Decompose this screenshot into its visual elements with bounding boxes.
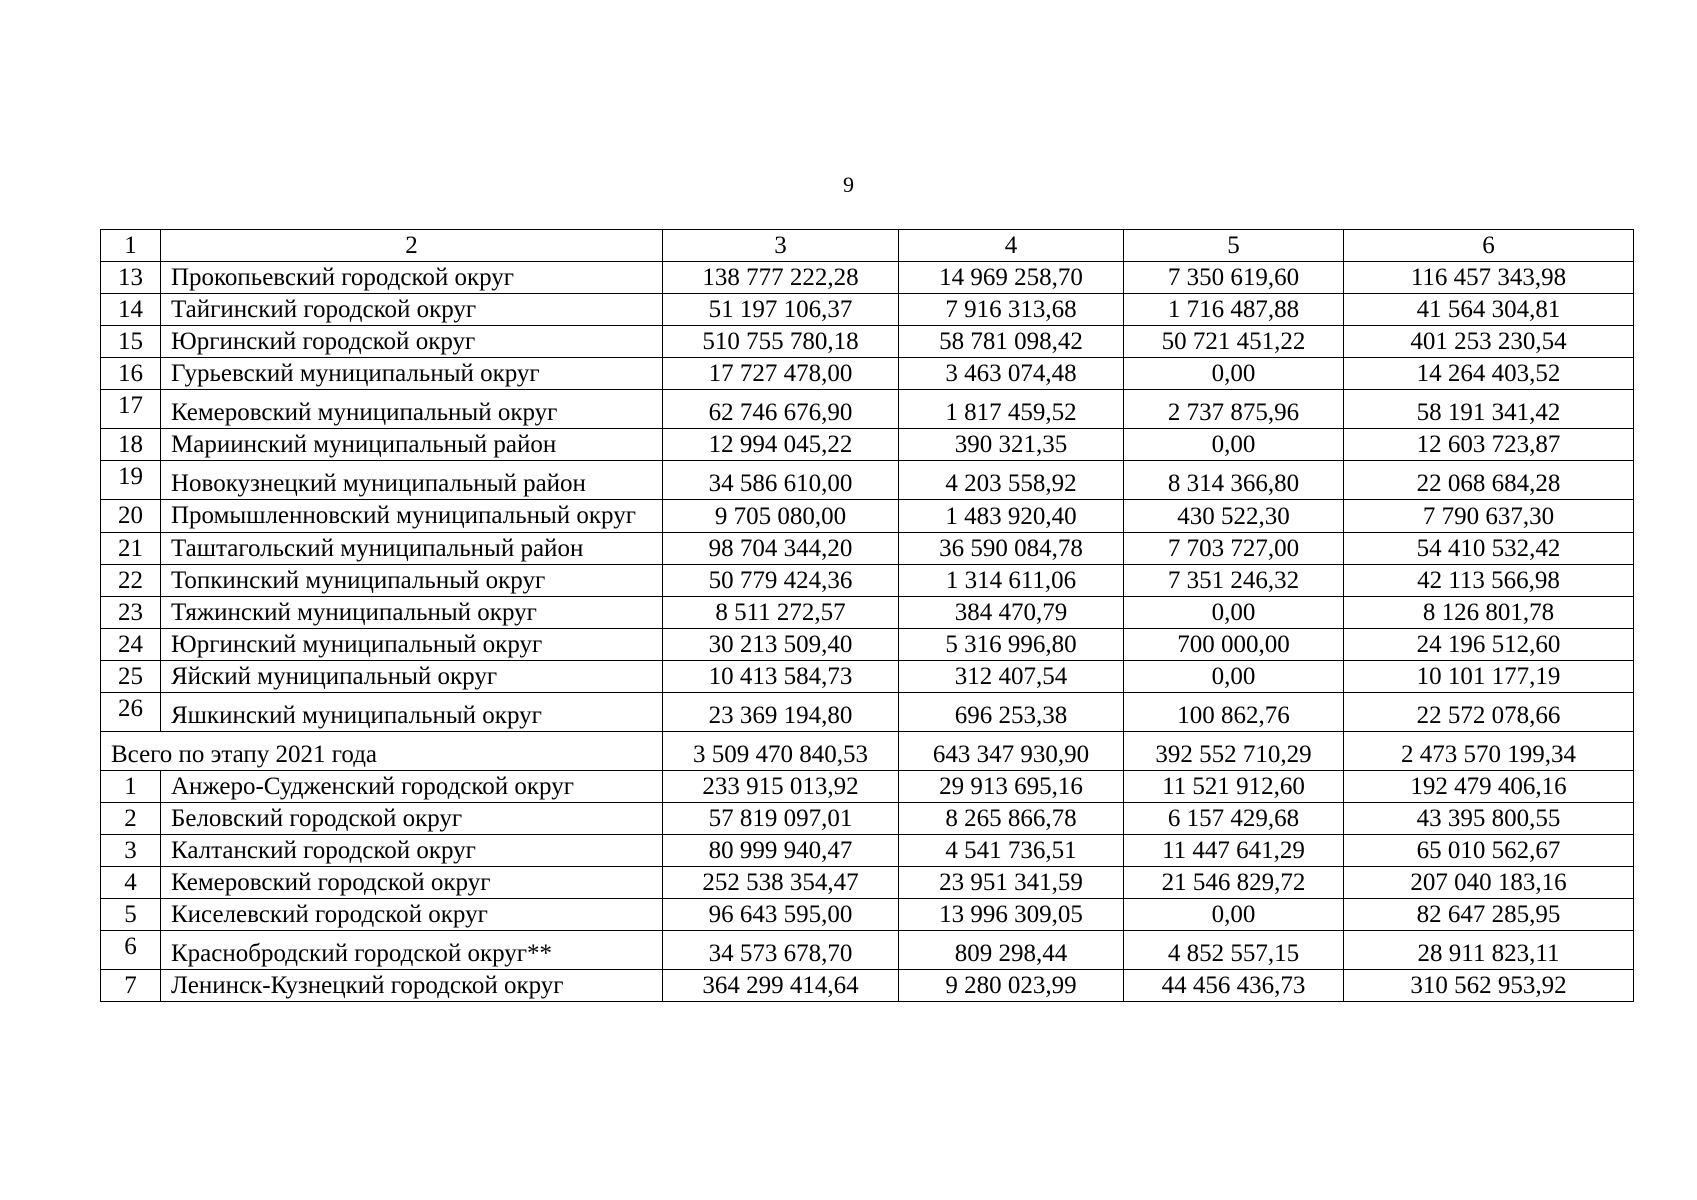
value-col-5: 7 351 246,32 (1124, 565, 1344, 597)
table-row (101, 565, 1634, 597)
value-col-5: 4 852 557,15 (1124, 931, 1344, 970)
municipality-name: Юргинский городской округ (161, 326, 663, 358)
value-col-4: 696 253,38 (899, 693, 1124, 732)
table-row (101, 970, 1634, 1002)
header-cell: 1 (101, 230, 161, 262)
value-col-4: 5 316 996,80 (899, 629, 1124, 661)
value-col-5: 0,00 (1124, 661, 1344, 693)
value-col-6: 10 101 177,19 (1344, 661, 1634, 693)
municipality-name: Гурьевский муниципальный округ (161, 358, 663, 390)
table-row (101, 899, 1634, 931)
value-col-6: 401 253 230,54 (1344, 326, 1634, 358)
value-col-5: 6 157 429,68 (1124, 803, 1344, 835)
value-col-3: 10 413 584,73 (663, 661, 899, 693)
municipality-name: Кемеровский городской округ (161, 867, 663, 899)
municipality-name: Яйский муниципальный округ (161, 661, 663, 693)
value-col-5: 11 521 912,60 (1124, 771, 1344, 803)
table-row (101, 693, 1634, 732)
table-row (101, 835, 1634, 867)
row-number: 2 (101, 803, 161, 835)
value-col-4: 14 969 258,70 (899, 262, 1124, 294)
table-row (101, 390, 1634, 429)
value-col-5: 0,00 (1124, 597, 1344, 629)
total-value-c3: 3 509 470 840,53 (663, 732, 899, 771)
municipality-name: Тяжинский муниципальный округ (161, 597, 663, 629)
value-col-6: 22 068 684,28 (1344, 461, 1634, 500)
table-row (101, 429, 1634, 461)
total-value-c4: 643 347 930,90 (899, 732, 1124, 771)
value-col-5: 8 314 366,80 (1124, 461, 1344, 500)
value-col-5: 700 000,00 (1124, 629, 1344, 661)
header-cell: 6 (1344, 230, 1634, 262)
value-col-5: 11 447 641,29 (1124, 835, 1344, 867)
row-number: 14 (101, 294, 161, 326)
table-row (101, 262, 1634, 294)
table-row (101, 500, 1634, 533)
value-col-5: 1 716 487,88 (1124, 294, 1344, 326)
value-col-6: 310 562 953,92 (1344, 970, 1634, 1002)
table-row (101, 294, 1634, 326)
value-col-3: 17 727 478,00 (663, 358, 899, 390)
value-col-6: 24 196 512,60 (1344, 629, 1634, 661)
row-number: 1 (101, 771, 161, 803)
value-col-4: 312 407,54 (899, 661, 1124, 693)
municipality-name: Краснобродский городской округ** (161, 931, 663, 970)
municipality-name: Таштагольский муниципальный район (161, 533, 663, 565)
value-col-5: 0,00 (1124, 899, 1344, 931)
table-row (101, 629, 1634, 661)
row-number: 6 (101, 931, 161, 970)
header-cell: 4 (899, 230, 1124, 262)
value-col-4: 1 817 459,52 (899, 390, 1124, 429)
value-col-6: 8 126 801,78 (1344, 597, 1634, 629)
table-row (101, 867, 1634, 899)
total-value-c6: 2 473 570 199,34 (1344, 732, 1634, 771)
row-number: 19 (101, 461, 161, 500)
row-number: 15 (101, 326, 161, 358)
value-col-3: 510 755 780,18 (663, 326, 899, 358)
value-col-5: 21 546 829,72 (1124, 867, 1344, 899)
value-col-6: 22 572 078,66 (1344, 693, 1634, 732)
value-col-3: 96 643 595,00 (663, 899, 899, 931)
table-row (101, 461, 1634, 500)
value-col-3: 50 779 424,36 (663, 565, 899, 597)
municipality-name: Топкинский муниципальный округ (161, 565, 663, 597)
table-row (101, 931, 1634, 970)
municipality-name: Тайгинский городской округ (161, 294, 663, 326)
value-col-4: 9 280 023,99 (899, 970, 1124, 1002)
row-number: 4 (101, 867, 161, 899)
value-col-3: 80 999 940,47 (663, 835, 899, 867)
value-col-4: 390 321,35 (899, 429, 1124, 461)
value-col-4: 4 203 558,92 (899, 461, 1124, 500)
table-row (101, 597, 1634, 629)
value-col-5: 100 862,76 (1124, 693, 1344, 732)
table-row (101, 771, 1634, 803)
municipality-name: Киселевский городской округ (161, 899, 663, 931)
row-number: 24 (101, 629, 161, 661)
value-col-4: 1 483 920,40 (899, 500, 1124, 533)
table-row (101, 661, 1634, 693)
municipality-name: Беловский городской округ (161, 803, 663, 835)
value-col-3: 12 994 045,22 (663, 429, 899, 461)
total-label: Всего по этапу 2021 года (101, 732, 663, 771)
value-col-4: 7 916 313,68 (899, 294, 1124, 326)
value-col-4: 29 913 695,16 (899, 771, 1124, 803)
row-number: 3 (101, 835, 161, 867)
municipality-name: Анжеро-Судженский городской округ (161, 771, 663, 803)
value-col-3: 252 538 354,47 (663, 867, 899, 899)
table-row (101, 326, 1634, 358)
value-col-4: 8 265 866,78 (899, 803, 1124, 835)
row-number: 17 (101, 390, 161, 429)
value-col-5: 50 721 451,22 (1124, 326, 1344, 358)
value-col-6: 14 264 403,52 (1344, 358, 1634, 390)
value-col-6: 65 010 562,67 (1344, 835, 1634, 867)
municipality-name: Ленинск-Кузнецкий городской округ (161, 970, 663, 1002)
value-col-4: 4 541 736,51 (899, 835, 1124, 867)
value-col-3: 34 573 678,70 (663, 931, 899, 970)
value-col-6: 82 647 285,95 (1344, 899, 1634, 931)
row-number: 21 (101, 533, 161, 565)
table-row (101, 358, 1634, 390)
value-col-5: 7 350 619,60 (1124, 262, 1344, 294)
value-col-6: 58 191 341,42 (1344, 390, 1634, 429)
value-col-3: 233 915 013,92 (663, 771, 899, 803)
header-cell: 5 (1124, 230, 1344, 262)
value-col-6: 43 395 800,55 (1344, 803, 1634, 835)
total-value-c5: 392 552 710,29 (1124, 732, 1344, 771)
value-col-4: 23 951 341,59 (899, 867, 1124, 899)
value-col-4: 13 996 309,05 (899, 899, 1124, 931)
value-col-6: 42 113 566,98 (1344, 565, 1634, 597)
value-col-6: 28 911 823,11 (1344, 931, 1634, 970)
value-col-4: 1 314 611,06 (899, 565, 1124, 597)
value-col-6: 116 457 343,98 (1344, 262, 1634, 294)
municipality-name: Яшкинский муниципальный округ (161, 693, 663, 732)
value-col-3: 62 746 676,90 (663, 390, 899, 429)
row-number: 22 (101, 565, 161, 597)
value-col-3: 34 586 610,00 (663, 461, 899, 500)
value-col-6: 12 603 723,87 (1344, 429, 1634, 461)
value-col-6: 207 040 183,16 (1344, 867, 1634, 899)
row-number: 18 (101, 429, 161, 461)
row-number: 20 (101, 500, 161, 533)
value-col-3: 30 213 509,40 (663, 629, 899, 661)
row-number: 25 (101, 661, 161, 693)
value-col-5: 44 456 436,73 (1124, 970, 1344, 1002)
value-col-4: 58 781 098,42 (899, 326, 1124, 358)
header-cell: 2 (161, 230, 663, 262)
value-col-3: 23 369 194,80 (663, 693, 899, 732)
value-col-5: 0,00 (1124, 358, 1344, 390)
row-number: 26 (101, 693, 161, 732)
municipality-name: Кемеровский муниципальный округ (161, 390, 663, 429)
value-col-3: 98 704 344,20 (663, 533, 899, 565)
value-col-6: 7 790 637,30 (1344, 500, 1634, 533)
value-col-6: 41 564 304,81 (1344, 294, 1634, 326)
value-col-3: 8 511 272,57 (663, 597, 899, 629)
row-number: 5 (101, 899, 161, 931)
value-col-4: 384 470,79 (899, 597, 1124, 629)
table-row (101, 533, 1634, 565)
municipality-name: Новокузнецкий муниципальный район (161, 461, 663, 500)
budget-table (100, 229, 1634, 1002)
table-row (101, 803, 1634, 835)
row-number: 16 (101, 358, 161, 390)
total-row (101, 732, 1634, 771)
value-col-3: 57 819 097,01 (663, 803, 899, 835)
table-header-row (101, 230, 1634, 262)
value-col-3: 9 705 080,00 (663, 500, 899, 533)
value-col-4: 36 590 084,78 (899, 533, 1124, 565)
table-body (101, 230, 1634, 1002)
municipality-name: Юргинский муниципальный округ (161, 629, 663, 661)
header-cell: 3 (663, 230, 899, 262)
value-col-5: 0,00 (1124, 429, 1344, 461)
municipality-name: Прокопьевский городской округ (161, 262, 663, 294)
value-col-3: 364 299 414,64 (663, 970, 899, 1002)
value-col-3: 51 197 106,37 (663, 294, 899, 326)
value-col-6: 54 410 532,42 (1344, 533, 1634, 565)
municipality-name: Промышленновский муниципальный округ (161, 500, 663, 533)
value-col-5: 2 737 875,96 (1124, 390, 1344, 429)
value-col-4: 3 463 074,48 (899, 358, 1124, 390)
value-col-5: 7 703 727,00 (1124, 533, 1344, 565)
municipality-name: Калтанский городской округ (161, 835, 663, 867)
value-col-5: 430 522,30 (1124, 500, 1344, 533)
value-col-6: 192 479 406,16 (1344, 771, 1634, 803)
row-number: 13 (101, 262, 161, 294)
municipality-name: Мариинский муниципальный район (161, 429, 663, 461)
row-number: 7 (101, 970, 161, 1002)
page-number: 9 (843, 172, 854, 197)
row-number: 23 (101, 597, 161, 629)
value-col-3: 138 777 222,28 (663, 262, 899, 294)
value-col-4: 809 298,44 (899, 931, 1124, 970)
